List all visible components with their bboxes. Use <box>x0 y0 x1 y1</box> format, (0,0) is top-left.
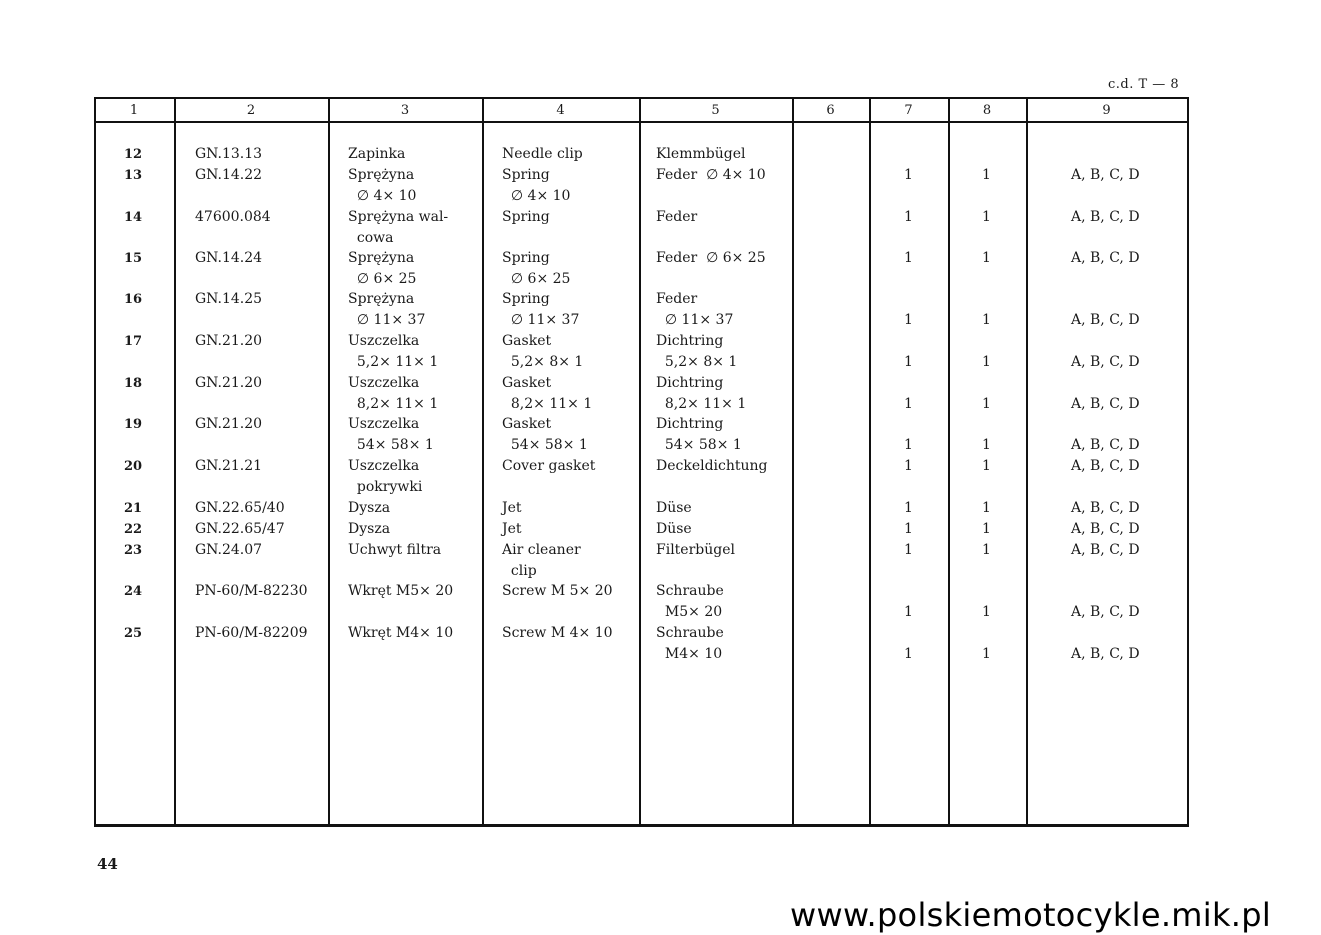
table-cell-col-9: A, B, C, D <box>1071 167 1140 183</box>
column-header-6: 6 <box>826 103 835 118</box>
table-cell-col-3: Sprężyna wal- cowa <box>348 209 449 246</box>
table-cell-col-1: 16 <box>124 292 143 307</box>
header-rule <box>94 121 1189 123</box>
table-cell-col-9: A, B, C, D <box>1071 458 1140 474</box>
table-cell-col-4: Gasket 5,2× 8× 1 <box>502 333 584 370</box>
column-header-1: 1 <box>129 103 139 118</box>
table-cell-col-2: GN.21.20 <box>195 416 263 432</box>
table-cell-col-3: Sprężyna ∅ 11× 37 <box>348 291 426 328</box>
table-cell-col-8: 1 <box>982 437 991 453</box>
table-cell-col-4: Gasket 8,2× 11× 1 <box>502 375 593 412</box>
table-cell-col-1: 19 <box>124 417 143 432</box>
table-cell-col-1: 23 <box>124 543 143 558</box>
table-top-rule <box>94 97 1189 99</box>
table-cell-col-7: 1 <box>904 458 913 474</box>
table-cell-col-7: 1 <box>904 167 913 183</box>
table-cell-col-5: Feder <box>656 209 698 225</box>
column-header-7: 7 <box>904 103 913 118</box>
table-cell-col-9: A, B, C, D <box>1071 312 1140 328</box>
table-cell-col-4: Screw M 5× 20 <box>502 583 613 599</box>
column-divider <box>869 97 871 826</box>
table-cell-col-3: Uchwyt filtra <box>348 542 442 558</box>
table-cell-col-1: 25 <box>124 626 143 641</box>
table-cell-col-2: GN.14.25 <box>195 291 263 307</box>
table-cell-col-9: A, B, C, D <box>1071 437 1140 453</box>
column-header-9: 9 <box>1102 103 1111 118</box>
table-cell-col-9: A, B, C, D <box>1071 500 1140 516</box>
table-cell-col-9: A, B, C, D <box>1071 250 1140 266</box>
watermark: www.polskiemotocykle.mik.pl <box>790 896 1272 934</box>
table-cell-col-8: 1 <box>982 312 991 328</box>
table-cell-col-1: 15 <box>124 251 143 266</box>
table-cell-col-7: 1 <box>904 542 913 558</box>
table-cell-col-5: Schraube M4× 10 <box>656 625 724 662</box>
table-cell-col-8: 1 <box>982 521 991 537</box>
table-cell-col-2: GN.14.24 <box>195 250 263 266</box>
page-reference: c.d. T — 8 <box>1108 77 1180 92</box>
table-cell-col-5: Dichtring 8,2× 11× 1 <box>656 375 747 412</box>
table-cell-col-5: Feder ∅ 6× 25 <box>656 250 766 266</box>
table-cell-col-5: Dichtring 54× 58× 1 <box>656 416 742 453</box>
column-divider <box>792 97 794 826</box>
table-cell-col-3: Sprężyna ∅ 6× 25 <box>348 250 417 287</box>
table-cell-col-5: Düse <box>656 500 692 516</box>
column-divider <box>482 97 484 826</box>
table-cell-col-4: Spring ∅ 4× 10 <box>502 167 571 204</box>
table-cell-col-2: GN.22.65/47 <box>195 521 285 537</box>
table-cell-col-3: Dysza <box>348 521 391 537</box>
table-cell-col-8: 1 <box>982 167 991 183</box>
table-cell-col-3: Uszczelka pokrywki <box>348 458 423 495</box>
table-cell-col-3: Uszczelka 8,2× 11× 1 <box>348 375 439 412</box>
table-cell-col-7: 1 <box>904 250 913 266</box>
table-cell-col-3: Dysza <box>348 500 391 516</box>
table-cell-col-7: 1 <box>904 437 913 453</box>
table-cell-col-2: PN-60/M-82209 <box>195 625 308 641</box>
table-cell-col-4: Jet <box>502 521 522 537</box>
table-cell-col-1: 13 <box>124 168 143 183</box>
table-cell-col-7: 1 <box>904 604 913 620</box>
table-cell-col-9: A, B, C, D <box>1071 209 1140 225</box>
table-bottom-rule <box>94 824 1189 827</box>
column-header-3: 3 <box>400 103 410 118</box>
table-cell-col-9: A, B, C, D <box>1071 646 1140 662</box>
table-cell-col-3: Uszczelka 54× 58× 1 <box>348 416 434 453</box>
table-cell-col-4: Gasket 54× 58× 1 <box>502 416 588 453</box>
table-cell-col-1: 20 <box>124 459 143 474</box>
table-cell-col-1: 17 <box>124 334 143 349</box>
table-cell-col-8: 1 <box>982 542 991 558</box>
table-cell-col-8: 1 <box>982 209 991 225</box>
table-cell-col-7: 1 <box>904 646 913 662</box>
table-cell-col-3: Wkręt M5× 20 <box>348 583 454 599</box>
table-cell-col-4: Spring <box>502 209 550 225</box>
table-cell-col-7: 1 <box>904 500 913 516</box>
table-cell-col-1: 18 <box>124 376 143 391</box>
table-cell-col-2: GN.14.22 <box>195 167 263 183</box>
table-cell-col-9: A, B, C, D <box>1071 542 1140 558</box>
table-cell-col-9: A, B, C, D <box>1071 604 1140 620</box>
table-cell-col-5: Schraube M5× 20 <box>656 583 724 620</box>
table-cell-col-2: GN.21.20 <box>195 375 263 391</box>
table-cell-col-5: Dichtring 5,2× 8× 1 <box>656 333 738 370</box>
page-number: 44 <box>97 855 118 873</box>
table-cell-col-8: 1 <box>982 458 991 474</box>
table-cell-col-2: GN.21.20 <box>195 333 263 349</box>
table-cell-col-4: Air cleaner clip <box>502 542 581 579</box>
table-cell-col-3: Zapinka <box>348 146 406 162</box>
table-cell-col-2: PN-60/M-82230 <box>195 583 308 599</box>
table-cell-col-4: Spring ∅ 11× 37 <box>502 291 580 328</box>
table-cell-col-5: Feder ∅ 4× 10 <box>656 167 766 183</box>
column-divider <box>174 97 176 826</box>
column-divider <box>1026 97 1028 826</box>
table-cell-col-5: Feder ∅ 11× 37 <box>656 291 734 328</box>
table-cell-col-3: Sprężyna ∅ 4× 10 <box>348 167 417 204</box>
table-cell-col-8: 1 <box>982 500 991 516</box>
table-cell-col-8: 1 <box>982 250 991 266</box>
table-cell-col-4: Screw M 4× 10 <box>502 625 613 641</box>
table-cell-col-1: 21 <box>124 501 143 516</box>
table-cell-col-8: 1 <box>982 396 991 412</box>
table-cell-col-1: 12 <box>124 147 143 162</box>
table-cell-col-7: 1 <box>904 354 913 370</box>
table-cell-col-1: 14 <box>124 210 143 225</box>
table-cell-col-8: 1 <box>982 604 991 620</box>
table-cell-col-4: Needle clip <box>502 146 583 162</box>
table-cell-col-4: Jet <box>502 500 522 516</box>
table-cell-col-7: 1 <box>904 521 913 537</box>
table-cell-col-7: 1 <box>904 312 913 328</box>
table-cell-col-5: Filterbügel <box>656 542 735 558</box>
column-divider <box>1187 97 1189 826</box>
table-cell-col-2: GN.21.21 <box>195 458 263 474</box>
column-divider <box>94 97 96 826</box>
table-cell-col-5: Düse <box>656 521 692 537</box>
column-header-2: 2 <box>246 103 256 118</box>
table-cell-col-8: 1 <box>982 354 991 370</box>
table-cell-col-5: Deckeldichtung <box>656 458 768 474</box>
table-cell-col-1: 22 <box>124 522 143 537</box>
table-cell-col-7: 1 <box>904 396 913 412</box>
table-cell-col-9: A, B, C, D <box>1071 396 1140 412</box>
table-cell-col-9: A, B, C, D <box>1071 521 1140 537</box>
table-cell-col-4: Cover gasket <box>502 458 596 474</box>
table-cell-col-2: GN.24.07 <box>195 542 263 558</box>
column-divider <box>639 97 641 826</box>
table-cell-col-9: A, B, C, D <box>1071 354 1140 370</box>
table-cell-col-5: Klemmbügel <box>656 146 746 162</box>
table-cell-col-7: 1 <box>904 209 913 225</box>
column-header-8: 8 <box>982 103 992 118</box>
table-cell-col-3: Wkręt M4× 10 <box>348 625 454 641</box>
table-cell-col-4: Spring ∅ 6× 25 <box>502 250 571 287</box>
column-header-4: 4 <box>556 103 565 118</box>
column-header-5: 5 <box>711 103 720 118</box>
column-divider <box>948 97 950 826</box>
table-cell-col-3: Uszczelka 5,2× 11× 1 <box>348 333 439 370</box>
table-cell-col-2: 47600.084 <box>195 209 271 225</box>
parts-table <box>94 97 1189 828</box>
table-cell-col-1: 24 <box>124 584 143 599</box>
table-cell-col-2: GN.13.13 <box>195 146 263 162</box>
table-cell-col-2: GN.22.65/40 <box>195 500 285 516</box>
column-divider <box>328 97 330 826</box>
table-cell-col-8: 1 <box>982 646 991 662</box>
